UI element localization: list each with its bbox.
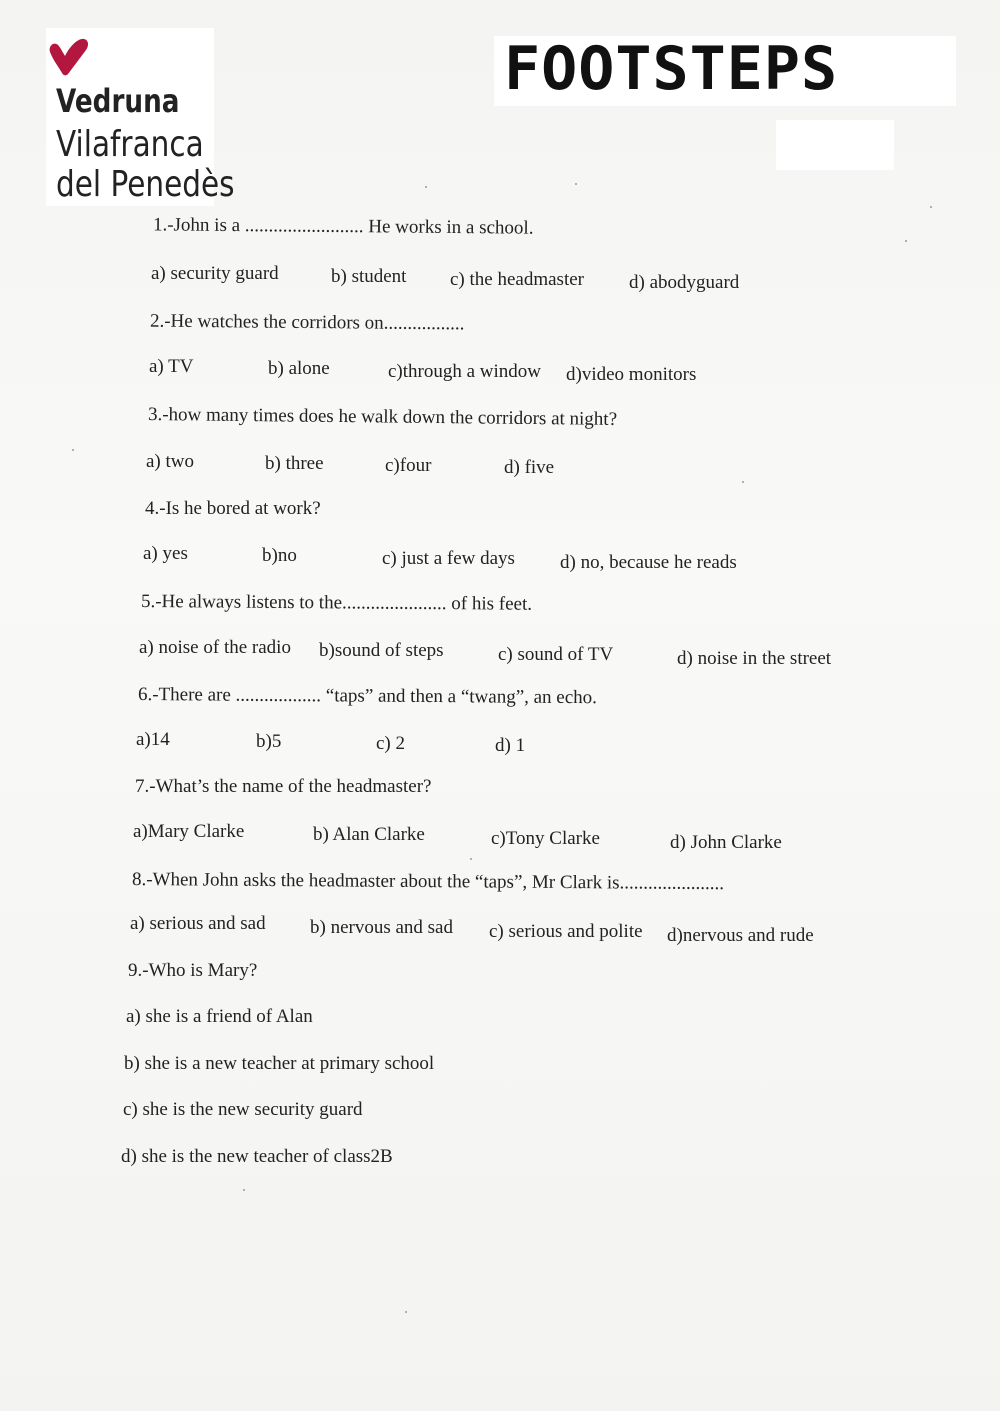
scan-speck [470, 858, 472, 860]
scan-speck [405, 1311, 407, 1313]
question-3-text: 3.-how many times does he walk down the corridors at night? [147, 404, 618, 430]
question-9-option-b: b) she is a new teacher at primary school [124, 1053, 435, 1074]
question-2-text: 2.-He watches the corridors on................. [149, 310, 465, 335]
scan-speck [425, 186, 427, 188]
question-5-option-c: c) sound of TV [498, 644, 614, 665]
question-5-option-a: a) noise of the radio [139, 637, 291, 658]
question-7-option-b: b) Alan Clarke [313, 824, 425, 845]
question-1-option-b: b) student [331, 266, 407, 287]
question-2-option-d: d)video monitors [566, 364, 697, 385]
scan-speck [575, 183, 577, 185]
scan-speck [72, 449, 74, 451]
heart-check-icon [46, 36, 90, 76]
logo-text-vilafranca: Vilafranca [56, 124, 204, 165]
question-3-option-a: a) two [146, 451, 195, 472]
question-2-option-c: c)through a window [388, 361, 542, 382]
logo-text-penedes: del Penedès [56, 164, 235, 205]
question-4-option-b: b)no [262, 545, 297, 566]
document-title: FOOTSTEPS [504, 34, 839, 104]
scan-speck [930, 206, 932, 208]
question-8-option-d: d)nervous and rude [667, 925, 814, 946]
question-6-option-c: c) 2 [376, 733, 406, 754]
question-3-option-d: d) five [504, 457, 555, 478]
question-5-option-d: d) noise in the street [677, 648, 832, 669]
question-6-option-a: a)14 [136, 729, 170, 750]
question-1-option-a: a) security guard [151, 263, 279, 284]
scan-speck [742, 481, 744, 483]
question-1-text: 1.-John is a ......................... He works in a school. [152, 214, 534, 239]
question-6-option-b: b)5 [256, 731, 282, 752]
question-7-option-a: a)Mary Clarke [133, 821, 245, 842]
question-2-option-b: b) alone [268, 358, 330, 379]
question-6-option-d: d) 1 [495, 735, 526, 756]
question-2-option-a: a) TV [149, 356, 194, 377]
question-4-text: 4.-Is he bored at work? [145, 498, 321, 519]
question-3-option-c: c)four [385, 455, 432, 476]
whiteout-patch [776, 120, 894, 170]
question-8-option-b: b) nervous and sad [310, 917, 453, 938]
question-9-option-c: c) she is the new security guard [123, 1099, 363, 1120]
question-7-option-c: c)Tony Clarke [491, 828, 600, 849]
question-3-option-b: b) three [265, 453, 324, 474]
question-1-option-c: c) the headmaster [450, 269, 584, 290]
question-6-text: 6.-There are .................. “taps” and then a “twang”, an echo. [137, 684, 598, 709]
question-4-option-d: d) no, because he reads [560, 552, 737, 573]
question-8-option-a: a) serious and sad [130, 913, 266, 934]
question-7-text: 7.-What’s the name of the headmaster? [135, 776, 432, 797]
question-4-option-a: a) yes [143, 543, 188, 564]
question-8-text: 8.-When John asks the headmaster about the “taps”, Mr Clark is...................... [131, 869, 725, 895]
question-8-option-c: c) serious and polite [489, 921, 643, 942]
question-9-option-d: d) she is the new teacher of class2B [121, 1146, 393, 1167]
question-9-text: 9.-Who is Mary? [128, 960, 258, 981]
question-7-option-d: d) John Clarke [670, 832, 782, 853]
question-5-text: 5.-He always listens to the...................... of his feet. [140, 591, 533, 615]
question-4-option-c: c) just a few days [382, 548, 515, 569]
question-5-option-b: b)sound of steps [319, 640, 444, 661]
scan-speck [905, 240, 907, 242]
scan-speck [243, 1189, 245, 1191]
question-9-option-a: a) she is a friend of Alan [126, 1006, 313, 1027]
question-1-option-d: d) abodyguard [629, 272, 740, 293]
logo-text-vedruna: Vedruna [56, 82, 180, 120]
